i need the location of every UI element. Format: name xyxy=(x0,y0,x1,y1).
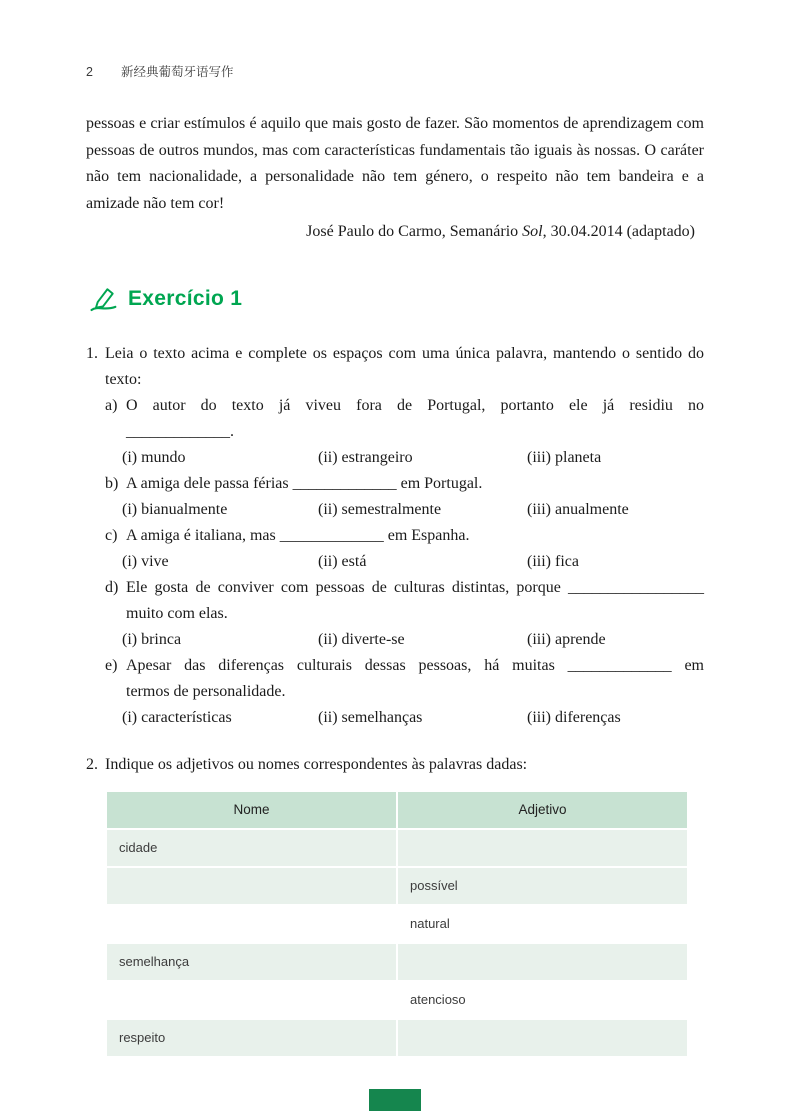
question-item-b xyxy=(105,471,704,523)
attribution-line xyxy=(86,219,704,245)
item-label: b) xyxy=(105,475,119,492)
item-label: a) xyxy=(105,397,118,414)
adjetivo-cell xyxy=(398,830,687,866)
options-row xyxy=(105,549,704,575)
item-text: Apesar das diferenças culturais dessas pessoas, há muitas _____________ em xyxy=(126,657,704,674)
item-label: d) xyxy=(105,579,119,596)
nome-cell xyxy=(107,982,396,1018)
table-row xyxy=(107,906,687,942)
question-item-a xyxy=(105,393,704,471)
table-row xyxy=(107,830,687,866)
option-i: (i) mundo xyxy=(122,449,186,466)
question-item-e xyxy=(105,653,704,731)
options-row xyxy=(105,497,704,523)
table-row xyxy=(107,982,687,1018)
attribution-source-italic: Sol xyxy=(522,223,543,240)
option-i: (i) vive xyxy=(122,553,169,570)
option-ii: (ii) diverte-se xyxy=(318,631,405,648)
item-line xyxy=(105,653,704,679)
book-title: 新经典葡萄牙语写作 xyxy=(120,65,234,79)
option-ii: (ii) semestralmente xyxy=(318,501,442,518)
nome-cell: cidade xyxy=(107,830,396,866)
option-iii: (iii) fica xyxy=(527,553,579,570)
item-text: A amiga é italiana, mas _____________ em Espanha. xyxy=(126,527,470,544)
question-item-d xyxy=(105,575,704,653)
item-text: O autor do texto já viveu fora de Portugal, portanto ele já residiu no xyxy=(126,397,704,414)
item-text: A amiga dele passa férias _____________ em Portugal. xyxy=(126,475,483,492)
attribution-date: , 30.04.2014 (adaptado) xyxy=(542,223,695,240)
question-number: 2. xyxy=(86,756,98,773)
option-ii: (ii) estrangeiro xyxy=(318,449,413,466)
column-header-adjetivo: Adjetivo xyxy=(398,792,687,828)
question-item-c xyxy=(105,523,704,575)
page-content xyxy=(86,111,704,1058)
nome-cell xyxy=(107,906,396,942)
item-continuation-line: termos de personalidade. xyxy=(126,683,286,700)
option-i: (i) características xyxy=(122,709,232,726)
item-continuation-line: muito com elas. xyxy=(126,605,228,622)
options-row xyxy=(105,445,704,471)
nome-cell: respeito xyxy=(107,1020,396,1056)
question-text: Leia o texto acima e complete os espaços com uma única palavra, mantendo o sentido do texto: xyxy=(105,345,704,388)
item-line xyxy=(105,393,704,419)
option-ii: (ii) semelhanças xyxy=(318,709,423,726)
question-2 xyxy=(86,752,704,1058)
reading-paragraph: pessoas e criar estímulos é aquilo que mais gosto de fazer. São momentos de aprendizagem com pessoas de outros mundos, mas com características fundamentais tão iguais às nossas. O caráter não tem nacionalidade, a personalidade não tem género, o respeito não tem bandeira e a amizade não tem cor! xyxy=(86,115,704,212)
page-number: 2 xyxy=(86,65,93,79)
item-label: e) xyxy=(105,657,118,674)
item-label: c) xyxy=(105,527,118,544)
adjetivo-cell: possível xyxy=(398,868,687,904)
item-line xyxy=(105,523,704,549)
item-line xyxy=(105,471,704,497)
question-1 xyxy=(86,341,704,731)
option-i: (i) brinca xyxy=(122,631,182,648)
option-i: (i) bianualmente xyxy=(122,501,228,518)
footer-tab xyxy=(369,1089,421,1111)
column-header-nome: Nome xyxy=(107,792,396,828)
options-row xyxy=(105,705,704,731)
question-number: 1. xyxy=(86,345,98,362)
nome-adjetivo-table xyxy=(105,790,689,1058)
item-blank-line: _____________. xyxy=(126,423,234,440)
attribution-text: José Paulo do Carmo, Semanário xyxy=(306,223,523,240)
pencil-icon xyxy=(88,285,118,312)
adjetivo-cell: atencioso xyxy=(398,982,687,1018)
question-text: Indique os adjetivos ou nomes correspondentes às palavras dadas: xyxy=(105,756,528,773)
question-2-head xyxy=(86,752,704,778)
nome-cell xyxy=(107,868,396,904)
exercise-title: Exercício 1 xyxy=(128,286,243,310)
option-iii: (iii) diferenças xyxy=(527,709,621,726)
table-header-row xyxy=(107,792,687,828)
adjetivo-cell xyxy=(398,944,687,980)
nome-cell: semelhança xyxy=(107,944,396,980)
adjetivo-cell xyxy=(398,1020,687,1056)
table-row xyxy=(107,944,687,980)
adjetivo-cell: natural xyxy=(398,906,687,942)
exercise-heading xyxy=(88,285,704,312)
table-row xyxy=(107,1020,687,1056)
question-1-items xyxy=(86,393,704,731)
option-iii: (iii) aprende xyxy=(527,631,606,648)
page-header xyxy=(86,62,233,80)
question-1-head xyxy=(86,341,704,393)
option-iii: (iii) planeta xyxy=(527,449,602,466)
table-row xyxy=(107,868,687,904)
option-iii: (iii) anualmente xyxy=(527,501,629,518)
option-ii: (ii) está xyxy=(318,553,367,570)
item-line xyxy=(105,575,704,601)
options-row xyxy=(105,627,704,653)
item-text: Ele gosta de conviver com pessoas de culturas distintas, porque _________________ xyxy=(126,579,704,596)
